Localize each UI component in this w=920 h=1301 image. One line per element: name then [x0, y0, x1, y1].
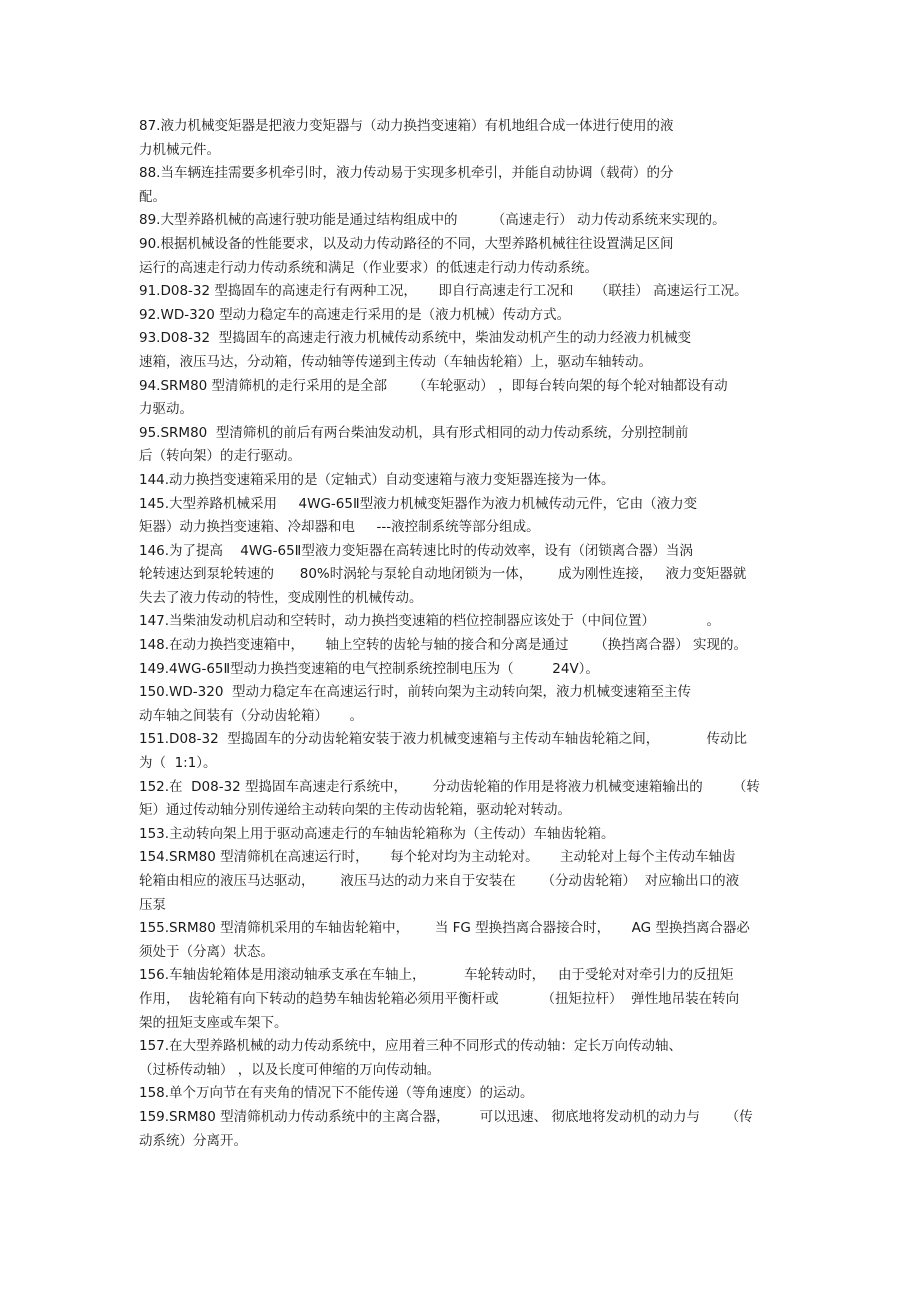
paragraph-item	[139, 162, 787, 209]
paragraph-item	[139, 469, 787, 493]
document-body	[139, 115, 787, 1153]
paragraph-item	[139, 776, 787, 823]
paragraph-item	[139, 375, 787, 422]
paragraph-line: 157.在大型养路机械的动力传动系统中，应用着三种不同形式的传动轴：定长万向传动轴、	[139, 1038, 683, 1055]
paragraph-line: 151.D08-32 型捣固车的分动齿轮箱安装于液力机械变速箱与主传动车轴齿轮箱之间， 传动比	[139, 731, 747, 748]
paragraph-line: 92.WD-320 型动力稳定车的高速走行采用的是（液力机械）传动方式。	[139, 306, 571, 323]
paragraph-line: 95.SRM80 型清筛机的前后有两台柴油发动机，具有形式相同的动力传动系统，分别控制前	[139, 424, 689, 441]
paragraph-line: 89.大型养路机械的高速行驶功能是通过结构组成中的 （高速走行） 动力传动系统来实现的。	[139, 212, 726, 229]
paragraph-line: 动车轴之间装有（分动齿轮箱） 。	[139, 707, 363, 724]
paragraph-item	[139, 540, 787, 611]
paragraph-item	[139, 681, 787, 728]
paragraph-line: 压泵	[139, 896, 166, 913]
paragraph-item	[139, 728, 787, 775]
paragraph-item	[139, 327, 787, 374]
paragraph-line: 后（转向架）的走行驱动。	[139, 448, 301, 465]
paragraph-line: 154.SRM80 型清筛机在高速运行时， 每个轮对均为主动轮对。 主动轮对上每个主传动车轴齿	[139, 849, 736, 866]
paragraph-line: 87.液力机械变矩器是把液力变矩器与（动力换挡变速箱）有机地组合成一体进行使用的液	[139, 118, 674, 134]
paragraph-item	[139, 233, 787, 280]
paragraph-line: 152.在 D08-32 型捣固车高速走行系统中， 分动齿轮箱的作用是将液力机械变速箱输出的 （转	[139, 778, 760, 795]
paragraph-line: 作用， 齿轮箱有向下转动的趋势车轴齿轮箱必须用平衡杆或 （扭矩拉杆） 弹性地吊装在转向	[139, 990, 740, 1007]
paragraph-line: 架的扭矩支座或车架下。	[139, 1014, 288, 1031]
paragraph-line: 力驱动。	[139, 401, 193, 418]
paragraph-line: 矩器）动力换挡变速箱、冷却器和电 ---液控制系统等部分组成。	[139, 519, 540, 536]
paragraph-line: 配。	[139, 188, 166, 205]
paragraph-item	[139, 917, 787, 964]
paragraph-line: 147.当柴油发动机启动和空转时，动力换挡变速箱的档位控制器应该处于（中间位置） 。	[139, 613, 721, 630]
paragraph-item	[139, 846, 787, 917]
paragraph-line: 145.大型养路机械采用 4WG-65Ⅱ型液力机械变矩器作为液力机械传动元件，它由（液力变	[139, 495, 698, 512]
paragraph-line: 156.车轴齿轮箱体是用滚动轴承支承在车轴上， 车轮转动时， 由于受轮对对牵引力的反扭矩	[139, 967, 734, 984]
paragraph-line: 159.SRM80 型清筛机动力传动系统中的主离合器， 可以迅速、 彻底地将发动机的动力与 （传	[139, 1108, 753, 1125]
paragraph-line: 150.WD-320 型动力稳定车在高速运行时，前转向架为主动转向架，液力机械变速箱至主传	[139, 684, 692, 701]
paragraph-line: 149.4WG-65Ⅱ型动力换挡变速箱的电气控制系统控制电压为（ 24V）。	[139, 660, 599, 677]
paragraph-line: 力机械元件。	[139, 141, 220, 158]
paragraph-item	[139, 422, 787, 469]
paragraph-line: 失去了液力传动的特性，变成刚性的机械传动。	[139, 589, 423, 606]
paragraph-line: 运行的高速走行动力传动系统和满足（作业要求）的低速走行动力传动系统。	[139, 259, 598, 276]
paragraph-line: 矩）通过传动轴分别传递给主动转向架的主传动齿轮箱，驱动轮对转动。	[139, 802, 571, 819]
paragraph-line: 153.主动转向架上用于驱动高速走行的车轴齿轮箱称为（主传动）车轴齿轮箱。	[139, 825, 615, 842]
paragraph-item	[139, 280, 787, 304]
paragraph-item	[139, 658, 787, 682]
paragraph-item	[139, 1106, 787, 1153]
paragraph-line: 轮箱由相应的液压马达驱动， 液压马达的动力来自于安装在 （分动齿轮箱） 对应输出口的液	[139, 873, 740, 889]
paragraph-line: 速箱，液压马达，分动箱，传动轴等传递到主传动（车轴齿轮箱）上，驱动车轴转动。	[139, 353, 652, 370]
paragraph-item	[139, 610, 787, 634]
paragraph-line: 158.单个万向节在有夹角的情况下不能传递（等角速度）的运动。	[139, 1085, 534, 1102]
paragraph-line: 155.SRM80 型清筛机采用的车轴齿轮箱中， 当 FG 型换挡离合器接合时， AG 型换挡离合器必	[139, 920, 750, 937]
paragraph-item	[139, 1035, 787, 1082]
paragraph-line: 轮转速达到泵轮转速的 80%时涡轮与泵轮自动地闭锁为一体， 成为刚性连接， 液力变矩器就	[139, 566, 747, 583]
paragraph-line: 90.根据机械设备的性能要求，以及动力传动路径的不同，大型养路机械往往设置满足区间	[139, 235, 674, 252]
paragraph-line: 88.当车辆连挂需要多机牵引时，液力传动易于实现多机牵引，并能自动协调（载荷）的分	[139, 165, 674, 182]
paragraph-item	[139, 304, 787, 328]
paragraph-line: （过桥传动轴） ，以及长度可伸缩的万向传动轴。	[139, 1061, 441, 1078]
paragraph-item	[139, 493, 787, 540]
paragraph-line: 为（ 1:1）。	[139, 755, 217, 772]
paragraph-line: 93.D08-32 型捣固车的高速走行液力机械传动系统中，柴油发动机产生的动力经液力机械变	[139, 330, 692, 347]
paragraph-line: 动系统）分离开。	[139, 1132, 247, 1149]
paragraph-item	[139, 823, 787, 847]
paragraph-item	[139, 634, 787, 658]
paragraph-line: 94.SRM80 型清筛机的走行采用的是全部 （车轮驱动） ，即每台转向架的每个轮对轴都设有动	[139, 377, 728, 394]
paragraph-item	[139, 1082, 787, 1106]
paragraph-item	[139, 115, 787, 162]
paragraph-item	[139, 964, 787, 1035]
paragraph-line: 146.为了提高 4WG-65Ⅱ型液力变矩器在高转速比时的传动效率，设有（闭锁离合器）当涡	[139, 542, 693, 559]
paragraph-line: 144.动力换挡变速箱采用的是（定轴式）自动变速箱与液力变矩器连接为一体。	[139, 471, 615, 488]
paragraph-line: 须处于（分离）状态。	[139, 943, 274, 960]
paragraph-line: 148.在动力换挡变速箱中， 轴上空转的齿轮与轴的接合和分离是通过 （换挡离合器） 实现的。	[139, 637, 748, 654]
paragraph-line: 91.D08-32 型捣固车的高速走行有两种工况， 即自行高速走行工况和 （联挂） 高速运行工况。	[139, 283, 748, 300]
paragraph-item	[139, 209, 787, 233]
